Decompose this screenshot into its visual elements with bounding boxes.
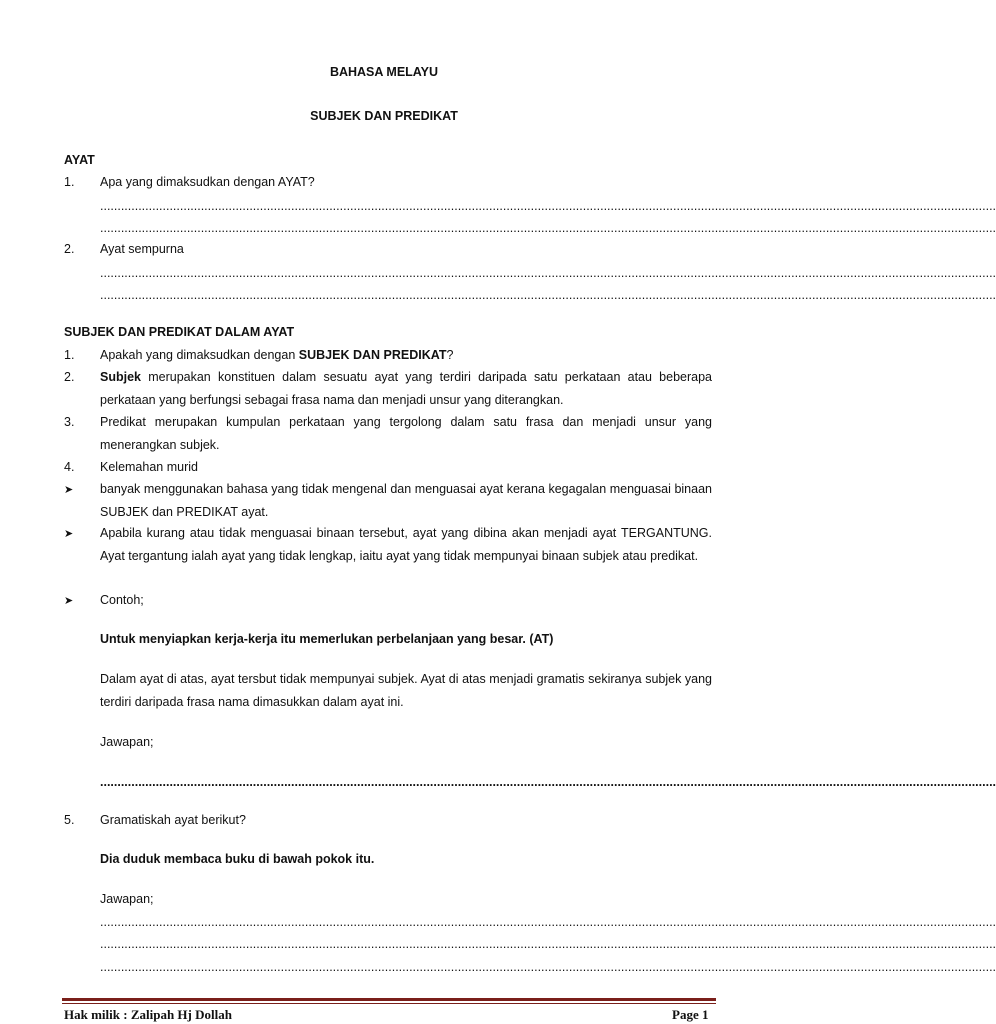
item-number: 2. — [64, 370, 75, 384]
arrow-bullet-icon: ➤ — [64, 595, 74, 607]
page-number: Page 1 — [672, 1007, 709, 1022]
bullet-text: banyak menggunakan bahasa yang tidak mengenal dan menguasai ayat kerana kegagalan menguasai binaan SUBJEK dan PREDIKAT ayat. — [100, 482, 712, 519]
answer-line[interactable]: .................................................................................................................................................................................................................................................................. — [100, 266, 996, 280]
answer-label: Jawapan; — [100, 735, 154, 749]
answer-line[interactable]: .................................................................................................................................................................................................................................................................. — [100, 937, 996, 951]
example-sentence: Untuk menyiapkan kerja-kerja itu memerlukan perbelanjaan yang besar. (AT) — [100, 632, 554, 646]
definition-subjek: Subjek merupakan konstituen dalam sesuatu ayat yang terdiri daripada satu perkataan atau beberapa perkataan yang berfungsi sebagai frasa nama dan menjadi unsur yang diterangkan. — [100, 370, 712, 407]
answer-line[interactable]: .................................................................................................................................................................................................................................................................. — [100, 960, 996, 974]
document-subtitle: SUBJEK DAN PREDIKAT — [310, 109, 458, 123]
arrow-bullet-icon: ➤ — [64, 484, 74, 496]
item-number: 5. — [64, 813, 75, 827]
question-text: Gramatiskah ayat berikut? — [100, 813, 246, 827]
question-text: Apakah yang dimaksudkan dengan SUBJEK DAN PREDIKAT? — [100, 348, 454, 362]
question-text: Apa yang dimaksudkan dengan AYAT? — [100, 175, 315, 189]
item-number: 1. — [64, 175, 75, 189]
item-number: 3. — [64, 415, 75, 429]
answer-label: Jawapan; — [100, 892, 154, 906]
answer-line[interactable]: .................................................................................................................................................................................................................................................................. — [100, 199, 996, 213]
answer-line[interactable]: .................................................................................................................................................................................................................................................................. — [100, 915, 996, 929]
bullet-text: Contoh; — [100, 593, 144, 607]
footer-divider-thin — [62, 1003, 716, 1004]
arrow-bullet-icon: ➤ — [64, 528, 74, 540]
document-title: BAHASA MELAYU — [329, 65, 439, 79]
item-text: Kelemahan murid — [100, 460, 198, 474]
section-heading-subjek-predikat: SUBJEK DAN PREDIKAT DALAM AYAT — [64, 325, 295, 339]
item-number: 2. — [64, 242, 75, 256]
item-number: 4. — [64, 460, 75, 474]
bullet-text: Apabila kurang atau tidak menguasai binaan tersebut, ayat yang dibina akan menjadi ayat TERGANTUNG. Ayat tergantung ialah ayat yang tidak lengkap, iaitu ayat yang tidak mempunyai binaan subjek atau predikat. — [100, 526, 712, 563]
item-number: 1. — [64, 348, 75, 362]
example-sentence: Dia duduk membaca buku di bawah pokok itu. — [100, 852, 375, 866]
footer-copyright: Hak milik : Zalipah Hj Dollah — [64, 1007, 232, 1022]
question-text: Ayat sempurna — [100, 242, 184, 256]
definition-predikat: Predikat merupakan kumpulan perkataan yang tergolong dalam satu frasa dan menjadi unsur yang menerangkan subjek. — [100, 415, 712, 452]
answer-line[interactable]: .................................................................................................................................................................................................................................................................. — [100, 288, 996, 302]
explanation-text: Dalam ayat di atas, ayat tersbut tidak mempunyai subjek. Ayat di atas menjadi gramatis sekiranya subjek yang terdiri daripada frasa nama dimasukkan dalam ayat ini. — [100, 672, 712, 709]
answer-line[interactable]: .................................................................................................................................................................................................................................................................. — [100, 221, 996, 235]
footer-divider — [62, 998, 716, 1001]
section-heading-ayat: AYAT — [64, 153, 95, 167]
answer-line[interactable]: .................................................................................................................................................................................................................................................................. — [100, 775, 996, 789]
